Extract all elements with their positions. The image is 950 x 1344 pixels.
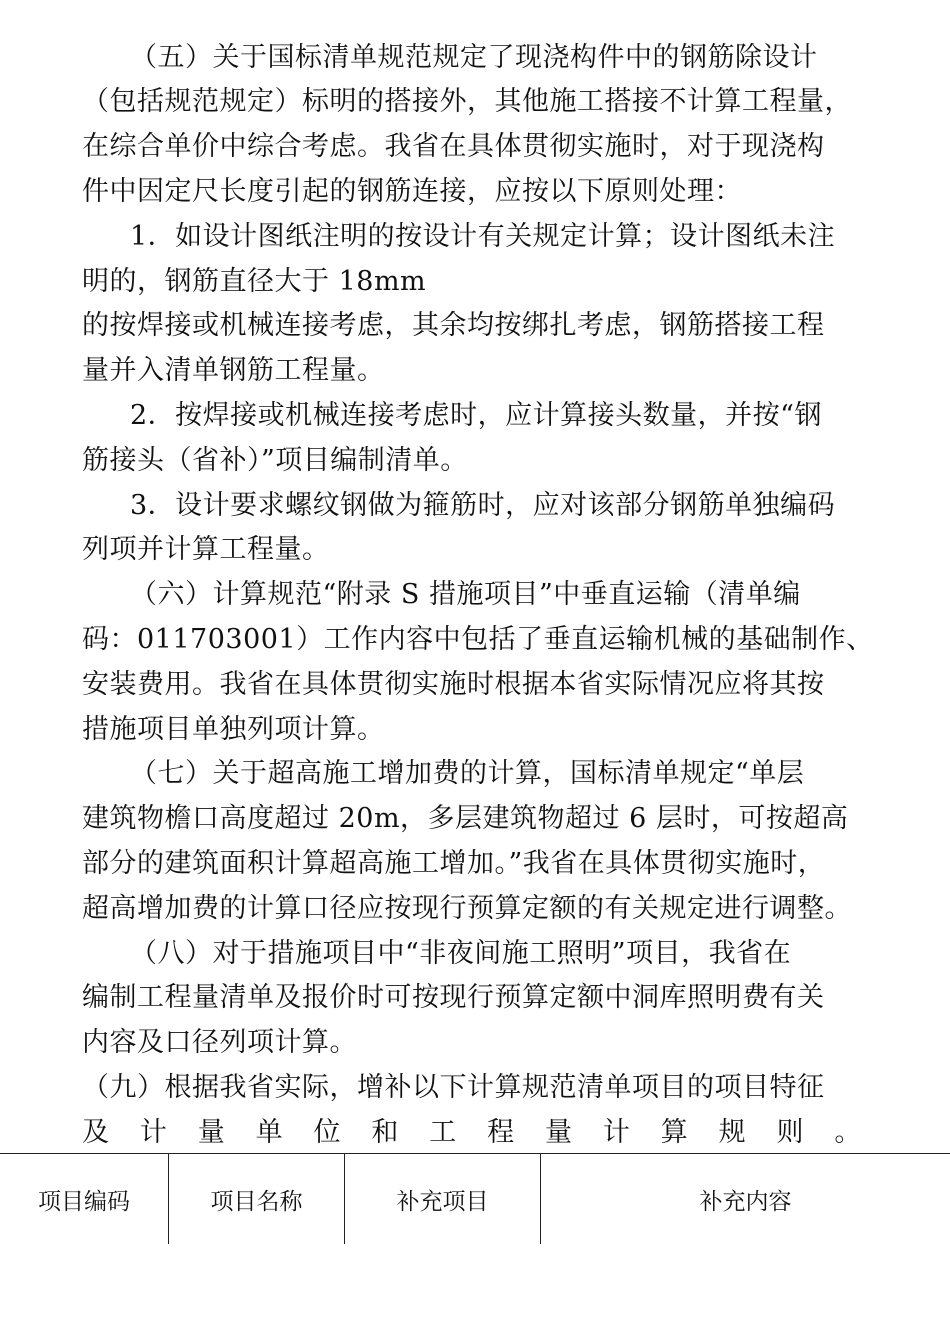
justified-char: 和	[371, 1117, 399, 1148]
paragraph-line-justified	[82, 1111, 862, 1155]
justified-char: 单	[255, 1117, 284, 1148]
supplement-table	[0, 1153, 950, 1244]
paragraph-line: 建筑物檐口高度超过 20m，多层建筑物超过 6 层时，可按超高	[82, 803, 849, 834]
justified-char: 计	[139, 1117, 168, 1148]
paragraph-line: （包括规范规定）标明的搭接外，其他施工搭接不计算工程量，	[82, 86, 852, 117]
paragraph-line: 3．设计要求螺纹钢做为箍筋时，应对该部分钢筋单独编码	[130, 490, 836, 521]
paragraph-line: 码：011703001）工作内容中包括了垂直运输机械的基础制作、	[82, 624, 874, 655]
header-cell-item-code: 项目编码	[0, 1154, 169, 1245]
paragraph-line: （九）根据我省实际，增补以下计算规范清单项目的项目特征	[82, 1072, 825, 1103]
paragraph-line: 措施项目单独列项计算。	[82, 714, 385, 745]
paragraph-line: （五）关于国标清单规范规定了现浇构件中的钢筋除设计	[130, 42, 818, 73]
justified-char: 及	[82, 1117, 110, 1148]
header-cell-supplement-content: 补充内容	[541, 1154, 950, 1245]
header-cell-supplement-item: 补充项目	[345, 1154, 541, 1245]
justified-char: 位	[313, 1117, 341, 1148]
paragraph-line: 筋接头（省补）”项目编制清单。	[82, 445, 468, 476]
paragraph-line: 超高增加费的计算口径应按现行预算定额的有关规定进行调整。	[82, 893, 852, 924]
justified-char: 量	[545, 1117, 573, 1148]
justified-char: 。	[834, 1117, 862, 1148]
paragraph-line: 编制工程量清单及报价时可按现行预算定额中洞库照明费有关	[82, 982, 825, 1013]
paragraph-line: 列项并计算工程量。	[82, 534, 330, 565]
paragraph-line: （六）计算规范“附录 S 措施项目”中垂直运输（清单编	[130, 579, 801, 610]
paragraph-line: 的按焊接或机械连接考虑，其余均按绑扎考虑，钢筋搭接工程	[82, 310, 825, 341]
paragraph-line: 明的，钢筋直径大于 18mm	[82, 266, 427, 297]
paragraph-line: 部分的建筑面积计算超高施工增加。”我省在具体贯彻实施时，	[82, 848, 826, 879]
paragraph-line: （八）对于措施项目中“非夜间施工照明”项目，我省在	[130, 938, 792, 969]
table-header-row	[0, 1154, 950, 1245]
paragraph-line: 2．按焊接或机械连接考虑时，应计算接头数量，并按“钢	[130, 400, 822, 431]
paragraph-line: 量并入清单钢筋工程量。	[82, 355, 385, 386]
justified-char: 程	[487, 1117, 515, 1148]
paragraph-line: 安装费用。我省在具体贯彻实施时根据本省实际情况应将其按	[82, 669, 825, 700]
paragraph-line: 在综合单价中综合考虑。我省在具体贯彻实施时，对于现浇构	[82, 131, 825, 162]
paragraph-line: （七）关于超高施工增加费的计算，国标清单规定“单层	[130, 758, 805, 789]
header-cell-item-name: 项目名称	[169, 1154, 345, 1245]
justified-char: 计	[602, 1117, 631, 1148]
justified-char: 规	[718, 1117, 747, 1148]
paragraph-line: 件中因定尺长度引起的钢筋连接，应按以下原则处理：	[82, 176, 742, 207]
justified-char: 工	[429, 1117, 457, 1148]
paragraph-line: 1．如设计图纸注明的按设计有关规定计算；设计图纸未注	[130, 221, 836, 252]
paragraph-line: 内容及口径列项计算。	[82, 1027, 357, 1058]
justified-char: 算	[660, 1117, 689, 1148]
justified-char: 量	[197, 1117, 226, 1148]
justified-char: 则	[776, 1117, 804, 1148]
